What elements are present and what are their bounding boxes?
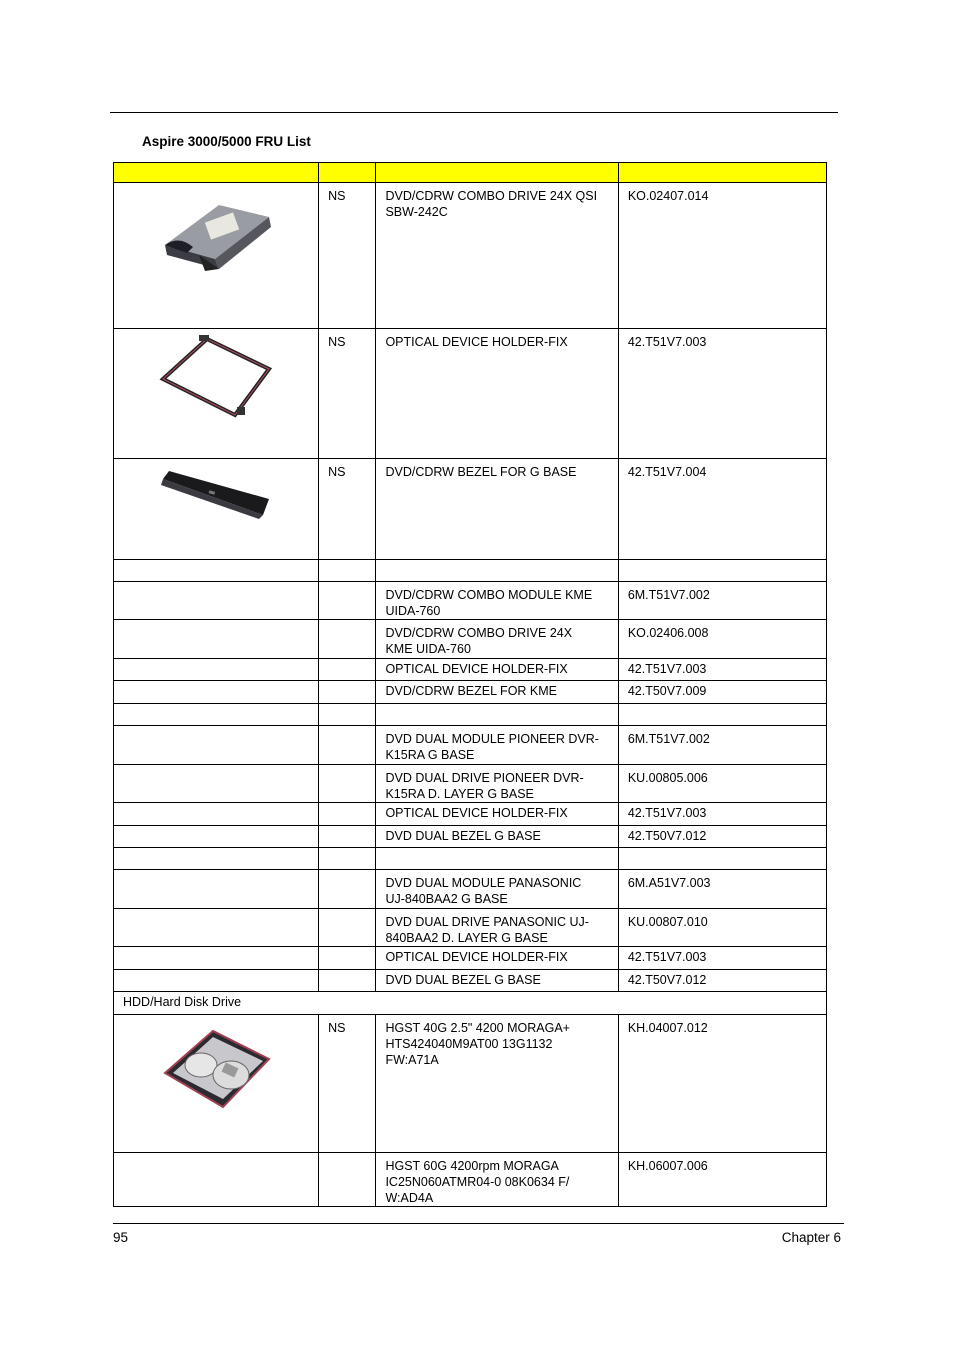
table-row xyxy=(114,909,827,947)
table-row xyxy=(114,1015,827,1153)
part-description: DVD DUAL MODULE PANASONIC UJ-840BAA2 G BASE xyxy=(376,870,618,909)
table-header-row xyxy=(114,163,827,183)
part-description: DVD/CDRW COMBO DRIVE 24X KME UIDA-760 xyxy=(376,620,618,659)
page-number: 95 xyxy=(113,1230,129,1245)
page-title: Aspire 3000/5000 FRU List xyxy=(142,134,311,149)
table-row xyxy=(114,681,827,704)
ns-flag: NS xyxy=(319,459,376,560)
part-description: HGST 40G 2.5" 4200 MORAGA+ HTS424040M9AT00 13G1132 FW:A71A xyxy=(376,1015,618,1153)
part-description: DVD/CDRW BEZEL FOR G BASE xyxy=(376,459,618,560)
bezel-image xyxy=(159,459,273,529)
part-number: 42.T50V7.009 xyxy=(618,681,826,704)
table-row xyxy=(114,459,827,560)
part-picture-cell xyxy=(114,329,319,459)
table-row xyxy=(114,765,827,803)
table-row xyxy=(114,848,827,870)
part-picture-cell xyxy=(114,1015,319,1153)
table-row xyxy=(114,704,827,726)
part-description: DVD/CDRW COMBO MODULE KME UIDA-760 xyxy=(376,582,618,620)
ns-flag: NS xyxy=(319,183,376,329)
part-number: 42.T50V7.012 xyxy=(618,970,826,992)
part-number: KO.02406.008 xyxy=(618,620,826,659)
ns-flag: NS xyxy=(319,1015,376,1153)
table-row xyxy=(114,947,827,970)
part-description: HGST 60G 4200rpm MORAGA IC25N060ATMR04-0 08K0634 F/ W:AD4A xyxy=(376,1153,618,1207)
part-description: DVD DUAL BEZEL G BASE xyxy=(376,970,618,992)
table-row xyxy=(114,183,827,329)
footer-rule xyxy=(113,1223,844,1224)
table-row xyxy=(114,870,827,909)
part-description: DVD DUAL DRIVE PIONEER DVR- K15RA D. LAYER G BASE xyxy=(376,765,618,803)
part-number: KU.00807.010 xyxy=(618,909,826,947)
part-number: 6M.T51V7.002 xyxy=(618,726,826,765)
table-row xyxy=(114,803,827,826)
header-rule xyxy=(110,112,838,113)
part-picture-cell xyxy=(114,459,319,560)
part-description: OPTICAL DEVICE HOLDER-FIX xyxy=(376,329,618,459)
part-number: KU.00805.006 xyxy=(618,765,826,803)
part-description: DVD/CDRW BEZEL FOR KME xyxy=(376,681,618,704)
table-row xyxy=(114,826,827,848)
part-description: OPTICAL DEVICE HOLDER-FIX xyxy=(376,659,618,681)
part-description: OPTICAL DEVICE HOLDER-FIX xyxy=(376,803,618,826)
chapter-label: Chapter 6 xyxy=(781,1230,841,1245)
hard-disk-image xyxy=(159,1015,273,1115)
part-number: 42.T50V7.012 xyxy=(618,826,826,848)
part-number: 42.T51V7.003 xyxy=(618,659,826,681)
part-number: KH.06007.006 xyxy=(618,1153,826,1207)
section-title-hdd: HDD/Hard Disk Drive xyxy=(114,992,827,1015)
optical-drive-image xyxy=(159,183,273,283)
part-description: OPTICAL DEVICE HOLDER-FIX xyxy=(376,947,618,970)
table-row xyxy=(114,970,827,992)
part-number: 6M.T51V7.002 xyxy=(618,582,826,620)
table-row xyxy=(114,659,827,681)
part-description: DVD DUAL DRIVE PANASONIC UJ- 840BAA2 D. LAYER G BASE xyxy=(376,909,618,947)
part-number: 42.T51V7.003 xyxy=(618,329,826,459)
table-row xyxy=(114,620,827,659)
section-row xyxy=(114,992,827,1015)
table-row xyxy=(114,582,827,620)
table-row xyxy=(114,329,827,459)
ns-flag: NS xyxy=(319,329,376,459)
part-number: 42.T51V7.003 xyxy=(618,803,826,826)
part-picture-cell xyxy=(114,183,319,329)
holder-image xyxy=(159,329,273,429)
part-description: DVD DUAL BEZEL G BASE xyxy=(376,826,618,848)
table-row xyxy=(114,560,827,582)
part-number: KH.04007.012 xyxy=(618,1015,826,1153)
part-number: 42.T51V7.004 xyxy=(618,459,826,560)
table-row xyxy=(114,1153,827,1207)
fru-table xyxy=(113,162,827,1207)
part-description: DVD/CDRW COMBO DRIVE 24X QSI SBW-242C xyxy=(376,183,618,329)
part-number: KO.02407.014 xyxy=(618,183,826,329)
table-row xyxy=(114,726,827,765)
part-number: 6M.A51V7.003 xyxy=(618,870,826,909)
part-number: 42.T51V7.003 xyxy=(618,947,826,970)
part-description: DVD DUAL MODULE PIONEER DVR- K15RA G BASE xyxy=(376,726,618,765)
